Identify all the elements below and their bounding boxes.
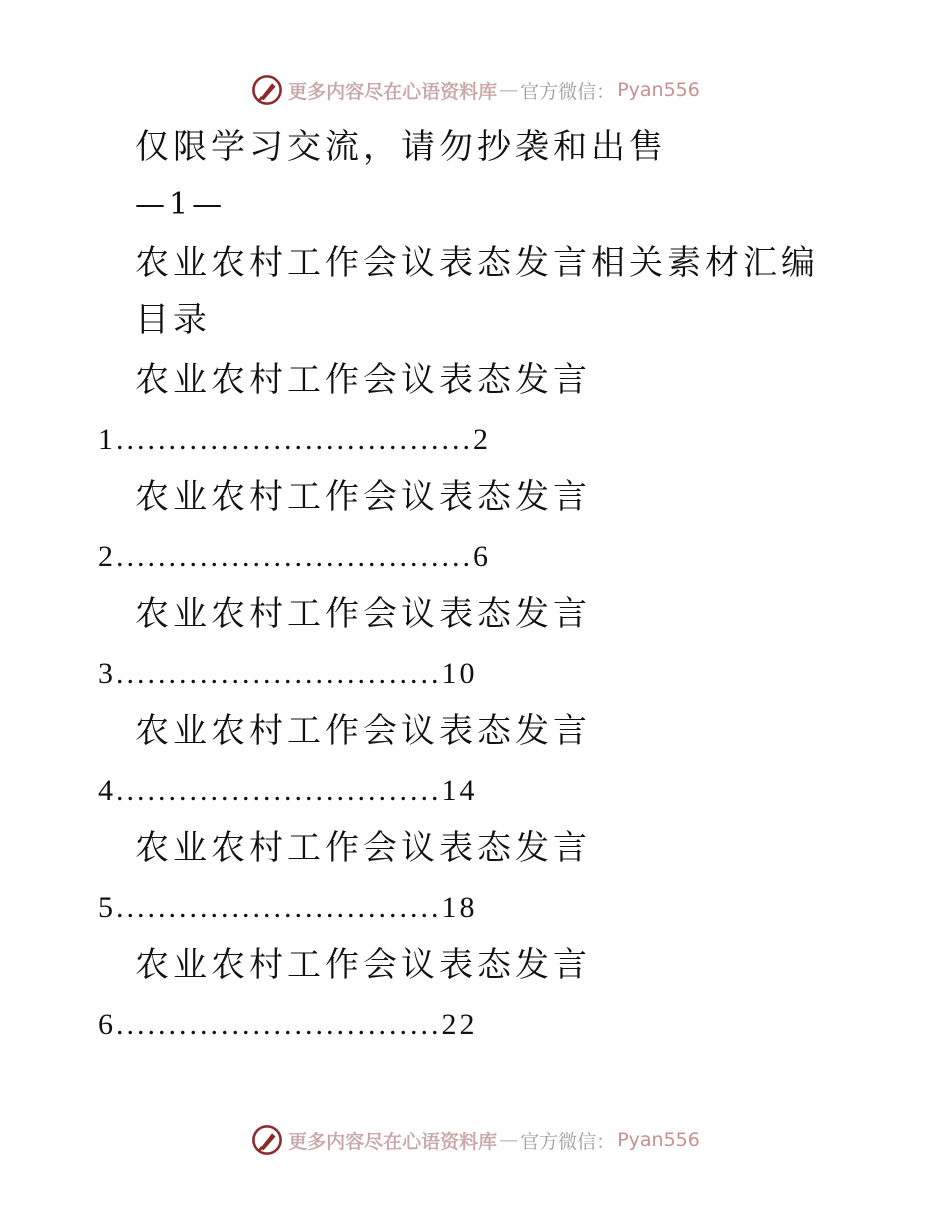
document-title: 农业农村工作会议表态发言相关素材汇编 bbox=[135, 243, 819, 283]
banner-separator: — bbox=[499, 1129, 519, 1151]
footer-banner bbox=[0, 1120, 950, 1160]
toc-entry-leader: 6...............................22 bbox=[98, 1008, 478, 1041]
toc-entry-leader: 4...............................14 bbox=[98, 774, 478, 807]
pen-nib-logo-icon bbox=[250, 1123, 284, 1157]
header-banner bbox=[0, 70, 950, 110]
toc-entry-title: 农业农村工作会议表态发言 bbox=[135, 477, 591, 517]
toc-entry-title: 农业农村工作会议表态发言 bbox=[135, 945, 591, 985]
banner-text: 更多内容尽在心语资料库 bbox=[288, 80, 498, 103]
toc-entry-leader: 1..................................2 bbox=[98, 423, 491, 456]
toc-entry-title: 农业农村工作会议表态发言 bbox=[135, 360, 591, 400]
notice-text: 仅限学习交流，请勿抄袭和出售 bbox=[135, 127, 667, 167]
page-marker: —1— bbox=[135, 187, 227, 222]
pen-nib-logo-icon bbox=[250, 73, 284, 107]
banner-text: 更多内容尽在心语资料库 bbox=[288, 1130, 498, 1153]
banner-wechat-id: Pyan556 bbox=[617, 79, 700, 101]
toc-entry-title: 农业农村工作会议表态发言 bbox=[135, 711, 591, 751]
banner-wechat-label: 官方微信： bbox=[520, 1130, 616, 1153]
toc-entry-title: 农业农村工作会议表态发言 bbox=[135, 594, 591, 634]
toc-entry-leader: 5...............................18 bbox=[98, 891, 478, 924]
toc-entry-title: 农业农村工作会议表态发言 bbox=[135, 828, 591, 868]
banner-wechat-label: 官方微信： bbox=[520, 80, 616, 103]
banner-wechat-id: Pyan556 bbox=[617, 1129, 700, 1151]
toc-entry-leader: 3...............................10 bbox=[98, 657, 478, 690]
toc-entry-leader: 2..................................6 bbox=[98, 540, 491, 573]
banner-separator: — bbox=[499, 79, 519, 101]
toc-heading: 目录 bbox=[135, 300, 211, 340]
